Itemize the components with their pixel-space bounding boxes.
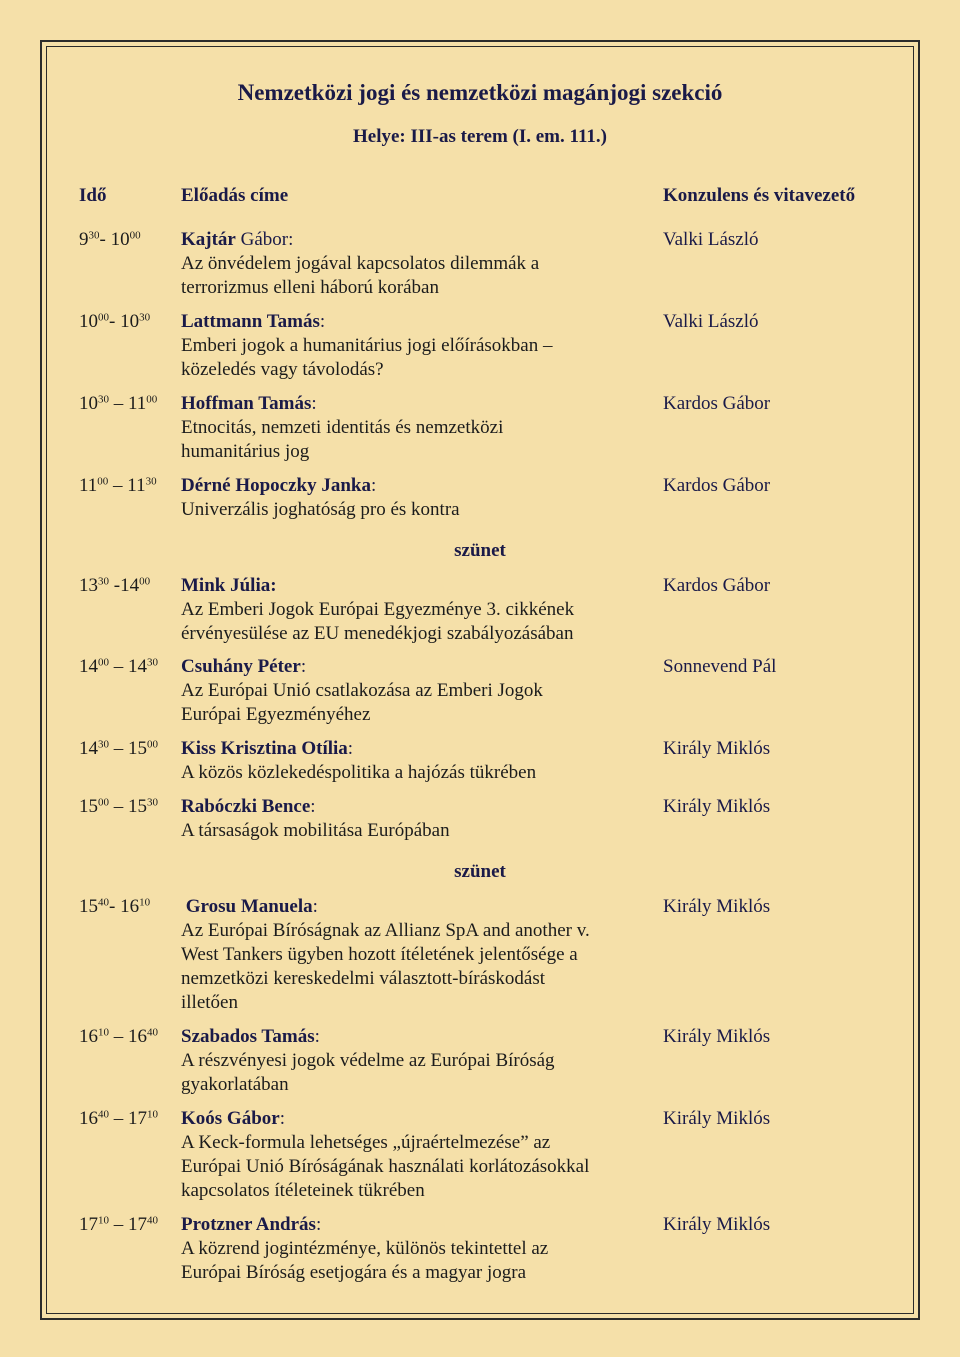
- break-label: szünet: [454, 861, 506, 882]
- start-minute: 30: [88, 229, 100, 242]
- speaker-surname: Grosu Manuela: [181, 896, 313, 917]
- talk-title-line: terrorizmus elleni háború korában: [181, 277, 439, 298]
- speaker-name-rest: :: [319, 311, 326, 332]
- end-hour: 16: [120, 896, 140, 917]
- speaker-name-rest: :: [315, 1214, 322, 1235]
- start-minute: 30: [98, 393, 109, 406]
- start-minute: 40: [98, 896, 109, 909]
- end-minute: 00: [147, 738, 158, 751]
- talk-title-line: Az Európai Unió csatlakozása az Emberi Jogok: [181, 680, 543, 701]
- speaker-name: [181, 795, 651, 819]
- talk-block: [181, 655, 651, 727]
- start-minute: 00: [98, 656, 109, 669]
- talk-title-line: gyakorlatában: [181, 1074, 289, 1095]
- start-minute: 30: [98, 738, 109, 751]
- speaker-surname: Rabóczki Bence: [181, 796, 311, 817]
- time-separator: -: [99, 229, 111, 250]
- talk-block: [181, 474, 651, 522]
- end-hour: 16: [128, 1026, 147, 1047]
- time-slot: [79, 655, 158, 679]
- start-hour: 10: [79, 311, 98, 332]
- talk-title-line: Az önvédelem jogával kapcsolatos dilemmák a: [181, 253, 540, 274]
- location-line: Helye: III-as terem (I. em. 111.): [353, 126, 607, 147]
- start-hour: 14: [79, 656, 98, 677]
- speaker-surname: Hoffman Tamás: [181, 393, 312, 414]
- start-hour: 10: [79, 393, 98, 414]
- speaker-surname: Mink Júlia:: [181, 575, 277, 596]
- speaker-name: [181, 310, 651, 334]
- end-minute: 30: [145, 475, 157, 488]
- talk-block: [181, 574, 651, 646]
- header-time: Idő: [79, 185, 107, 206]
- time-slot: [79, 1107, 158, 1131]
- talk-title-line: Az Európai Bíróságnak az Allianz SpA and another v.: [181, 920, 590, 941]
- talk-title-line: kapcsolatos ítéleteinek tükrében: [181, 1180, 425, 1201]
- end-hour: 14: [128, 656, 147, 677]
- start-minute: 00: [97, 475, 109, 488]
- time-separator: –: [109, 1108, 128, 1129]
- talk-block: [181, 737, 651, 785]
- end-hour: 17: [128, 1214, 147, 1235]
- header-talk-title: Előadás címe: [181, 185, 289, 206]
- time-slot: [79, 1213, 158, 1237]
- talk-block: [181, 228, 651, 300]
- speaker-name: [181, 1025, 651, 1049]
- speaker-name-rest: Gábor:: [235, 229, 294, 250]
- time-separator: -: [109, 575, 121, 596]
- consultant-name: Sonnevend Pál: [663, 656, 777, 677]
- time-slot: [79, 737, 158, 761]
- talk-title-line: A közrend jogintézménye, különös tekintettel az: [181, 1238, 549, 1259]
- speaker-name: [181, 392, 651, 416]
- start-minute: 10: [98, 1026, 109, 1039]
- talk-title-line: Az Emberi Jogok Európai Egyezménye 3. cikkének: [181, 599, 575, 620]
- consultant-name: Király Miklós: [663, 796, 771, 817]
- start-minute: 40: [98, 1108, 109, 1121]
- start-minute: 00: [98, 311, 109, 324]
- speaker-name: [181, 1107, 651, 1131]
- time-separator: –: [109, 1214, 128, 1235]
- talk-block: [181, 895, 651, 1015]
- time-separator: –: [109, 738, 128, 759]
- talk-title-line: Emberi jogok a humanitárius jogi előírásokban –: [181, 335, 553, 356]
- time-separator: –: [109, 796, 128, 817]
- talk-title-line: illetően: [181, 992, 238, 1013]
- speaker-surname: Lattmann Tamás: [181, 311, 320, 332]
- speaker-name-rest: :: [311, 393, 317, 414]
- speaker-name: [181, 737, 651, 761]
- talk-block: [181, 1025, 651, 1097]
- talk-title-line: Etnocitás, nemzeti identitás és nemzetközi: [181, 417, 504, 438]
- end-minute: 10: [147, 1108, 158, 1121]
- start-minute: 30: [98, 575, 109, 588]
- time-separator: –: [108, 475, 128, 496]
- time-separator: –: [109, 656, 128, 677]
- consultant-name: Valki László: [663, 229, 759, 250]
- speaker-surname: Kiss Krisztina Otília: [181, 738, 348, 759]
- time-slot: [79, 574, 150, 598]
- start-hour: 9: [79, 229, 89, 250]
- start-hour: 17: [79, 1214, 98, 1235]
- talk-title-line: érvényesülése az EU menedékjogi szabályozásában: [181, 623, 574, 644]
- time-separator: -: [109, 896, 121, 917]
- consultant-name: Kardos Gábor: [663, 575, 771, 596]
- end-minute: 40: [147, 1026, 158, 1039]
- start-minute: 10: [98, 1214, 109, 1227]
- end-hour: 17: [128, 1108, 147, 1129]
- start-hour: 16: [79, 1026, 98, 1047]
- end-minute: 30: [139, 311, 151, 324]
- time-separator: –: [109, 1026, 128, 1047]
- end-hour: 11: [127, 475, 146, 496]
- start-hour: 15: [79, 796, 98, 817]
- time-slot: [79, 228, 141, 252]
- speaker-surname: Csuhány Péter: [181, 656, 301, 677]
- talk-title-line: A részvényesi jogok védelme az Európai Bíróság: [181, 1050, 555, 1071]
- end-hour: 10: [120, 311, 140, 332]
- speaker-name-rest: :: [371, 475, 377, 496]
- consultant-name: Valki László: [663, 311, 759, 332]
- end-hour: 15: [128, 796, 147, 817]
- time-slot: [79, 795, 158, 819]
- consultant-name: Kardos Gábor: [663, 475, 771, 496]
- speaker-surname: Kajtár: [181, 229, 236, 250]
- talk-block: [181, 310, 651, 382]
- time-slot: [79, 474, 157, 498]
- speaker-name: [181, 474, 651, 498]
- talk-title-line: közeledés vagy távolodás?: [181, 359, 384, 380]
- end-hour: 15: [128, 738, 147, 759]
- speaker-surname: Protzner András: [181, 1214, 316, 1235]
- speaker-surname: Dérné Hopoczky Janka: [181, 475, 371, 496]
- speaker-name: [181, 1213, 651, 1237]
- start-hour: 16: [79, 1108, 98, 1129]
- end-minute: 40: [147, 1214, 158, 1227]
- start-minute: 00: [98, 796, 109, 809]
- end-minute: 10: [139, 896, 151, 909]
- talk-block: [181, 1107, 651, 1203]
- time-slot: [79, 895, 150, 919]
- end-minute: 00: [129, 229, 141, 242]
- header-consultant: Konzulens és vitavezető: [663, 185, 856, 206]
- end-minute: 30: [147, 656, 158, 669]
- speaker-name: [181, 228, 651, 252]
- talk-title-line: Univerzális joghatóság pro és kontra: [181, 499, 460, 520]
- speaker-name-rest: :: [312, 896, 318, 917]
- talk-title-line: A Keck-formula lehetséges „újraértelmezése” az: [181, 1132, 551, 1153]
- end-minute: 00: [146, 393, 158, 406]
- talk-title-line: Európai Egyezményéhez: [181, 704, 371, 725]
- speaker-name: [181, 895, 651, 919]
- break-label: szünet: [454, 540, 506, 561]
- talk-title-line: A közös közlekedéspolitika a hajózás tükrében: [181, 762, 537, 783]
- section-title: Nemzetközi jogi és nemzetközi magánjogi szekció: [237, 80, 723, 105]
- speaker-name: [181, 574, 651, 598]
- consultant-name: Király Miklós: [663, 1026, 771, 1047]
- speaker-surname: Szabados Tamás: [181, 1026, 315, 1047]
- talk-block: [181, 392, 651, 464]
- time-slot: [79, 310, 150, 334]
- speaker-name-rest: :: [310, 796, 316, 817]
- speaker-name-rest: :: [314, 1026, 320, 1047]
- speaker-name-rest: :: [300, 656, 307, 677]
- end-hour: 11: [128, 393, 147, 414]
- talk-title-line: humanitárius jog: [181, 441, 310, 462]
- consultant-name: Király Miklós: [663, 1214, 771, 1235]
- end-minute: 30: [147, 796, 158, 809]
- time-slot: [79, 1025, 158, 1049]
- end-hour: 10: [110, 229, 130, 250]
- time-separator: –: [109, 393, 128, 414]
- speaker-name: [181, 655, 651, 679]
- talk-title-line: A társaságok mobilitása Európában: [181, 820, 450, 841]
- speaker-name-rest: :: [279, 1108, 285, 1129]
- consultant-name: Király Miklós: [663, 896, 771, 917]
- time-separator: -: [109, 311, 121, 332]
- start-hour: 15: [79, 896, 98, 917]
- talk-block: [181, 1213, 651, 1285]
- speaker-name-rest: :: [347, 738, 354, 759]
- talk-title-line: Európai Bíróság esetjogára és a magyar jogra: [181, 1262, 527, 1283]
- consultant-name: Király Miklós: [663, 738, 771, 759]
- talk-title-line: West Tankers ügyben hozott ítéletének jelentősége a: [181, 944, 578, 965]
- consultant-name: Király Miklós: [663, 1108, 771, 1129]
- start-hour: 13: [79, 575, 98, 596]
- talk-title-line: Európai Unió Bíróságának használati korlátozásokkal: [181, 1156, 590, 1177]
- start-hour: 11: [79, 475, 98, 496]
- end-minute: 00: [139, 575, 151, 588]
- talk-block: [181, 795, 651, 843]
- talk-title-line: nemzetközi kereskedelmi választott-bíráskodást: [181, 968, 546, 989]
- end-hour: 14: [120, 575, 140, 596]
- time-slot: [79, 392, 157, 416]
- start-hour: 14: [79, 738, 98, 759]
- consultant-name: Kardos Gábor: [663, 393, 771, 414]
- speaker-surname: Koós Gábor: [181, 1108, 280, 1129]
